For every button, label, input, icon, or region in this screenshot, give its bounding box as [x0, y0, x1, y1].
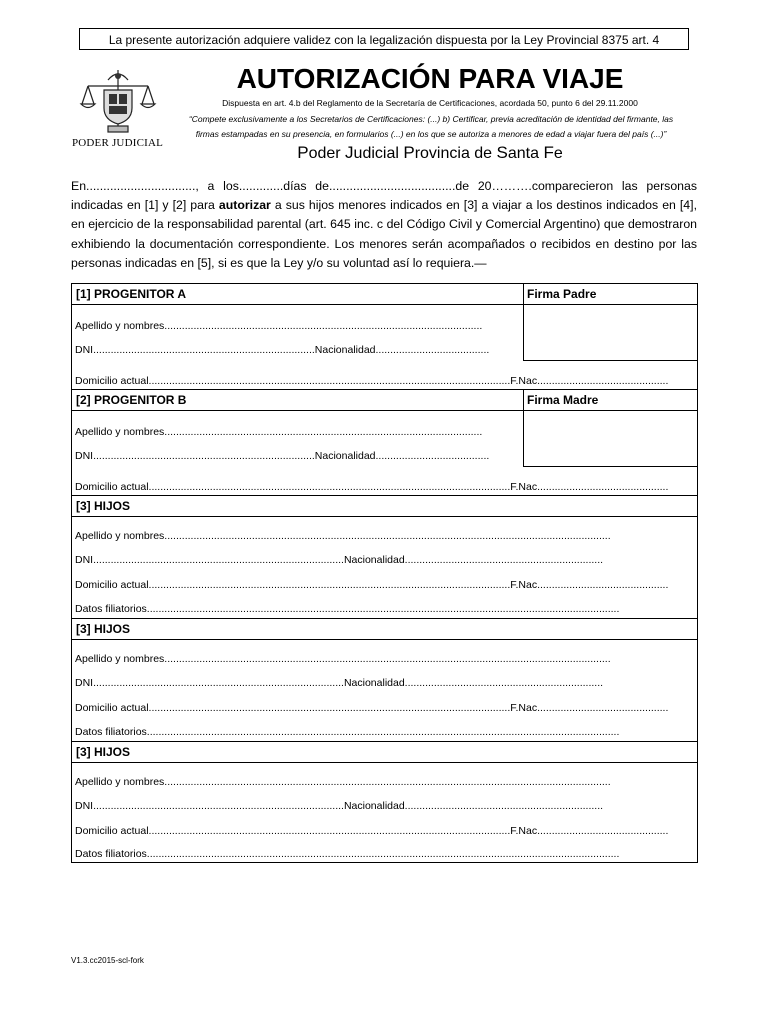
org-text: e	[553, 145, 563, 162]
org-letter: P	[297, 143, 309, 162]
hijo-dni-field[interactable]: DNI......................................................................................Nacionalidad....................................................................	[75, 800, 604, 812]
firma-padre-label: Firma Padre	[527, 287, 597, 301]
section-hijos-title: [3] HIJOS	[76, 499, 131, 513]
progenitor-b-dni-field[interactable]: DNI............................................................................Nacionalidad.......................................	[75, 450, 490, 462]
organization-name	[170, 143, 690, 164]
firma-madre-label: Firma Madre	[527, 393, 599, 407]
coat-of-arms-seal	[78, 64, 158, 136]
section-progenitor-b-title: [2] PROGENITOR B	[76, 393, 187, 407]
authorization-form-table	[71, 283, 698, 863]
hijo-domicilio-field[interactable]: Domicilio actual............................................................................................................................F.Nac.............................................	[75, 825, 669, 837]
org-text: anta	[507, 145, 544, 162]
org-text: udicial	[353, 145, 404, 162]
hijo-apellido-field[interactable]: Apellido y nombres.........................................................................................................................................................	[75, 653, 611, 665]
org-letter: P	[403, 143, 415, 162]
progenitor-a-dni-field[interactable]: DNI............................................................................Nacionalidad.......................................	[75, 344, 490, 356]
hijo-domicilio-field[interactable]: Domicilio actual............................................................................................................................F.Nac.............................................	[75, 702, 669, 714]
regulation-quote	[168, 112, 694, 142]
org-letter: J	[345, 143, 354, 162]
intro-paragraph	[71, 177, 697, 273]
org-text: rovincia de	[414, 145, 497, 162]
legal-validity-banner: La presente autorización adquiere validez con la legalización dispuesta por la Ley Provincial 8375 art. 4	[79, 28, 689, 50]
hijo-datos-filiatorios-field[interactable]: Datos filiatorios..................................................................................................................................................................	[75, 726, 620, 738]
section-hijos-title: [3] HIJOS	[76, 622, 131, 636]
org-letter: S	[496, 143, 508, 162]
hijo-datos-filiatorios-field[interactable]: Datos filiatorios..................................................................................................................................................................	[75, 603, 620, 615]
document-subtitle: Dispuesta en art. 4.b del Reglamento de la Secretaría de Certificaciones, acordada 50, punto 6 del 29.11.2000	[222, 98, 638, 108]
org-letter: F	[543, 143, 554, 162]
org-text: oder	[308, 145, 346, 162]
hijo-datos-filiatorios-field[interactable]: Datos filiatorios..................................................................................................................................................................	[75, 848, 620, 860]
version-footer: V1.3.cc2015-scl-fork	[71, 956, 144, 965]
document-title: AUTORIZACIÓN PARA VIAJE	[236, 63, 624, 94]
seal-label: PODER JUDICIAL	[71, 137, 164, 149]
hijo-apellido-field[interactable]: Apellido y nombres.........................................................................................................................................................	[75, 530, 611, 542]
intro-bold-authorize: autorizar	[218, 198, 271, 213]
section-hijos-title: [3] HIJOS	[76, 745, 131, 759]
intro-text-1: En................................, a los.............días de.....................................de 20……….comparecieron las personas indicadas en [1] y [2] para	[71, 179, 697, 213]
progenitor-a-apellido-field[interactable]: Apellido y nombres.............................................................................................................	[75, 320, 483, 332]
progenitor-a-domicilio-field[interactable]: Domicilio actual............................................................................................................................F.Nac.............................................	[75, 375, 669, 387]
hijo-dni-field[interactable]: DNI......................................................................................Nacionalidad....................................................................	[75, 677, 604, 689]
hijo-apellido-field[interactable]: Apellido y nombres.........................................................................................................................................................	[75, 776, 611, 788]
intro-text-2: a sus hijos menores indicados en [3] a viajar a los destinos indicados en [4], en ejercicio de la responsabilidad parental (art. 645 inc. c del Código Civil y Comercial Argentino) que demostraron exhibiendo la documentación correspondiente. Los menores serán acompañados o recibidos en destino por las personas indicadas en [5], si es que la Ley y/o su voluntad así lo requiera.—	[71, 198, 697, 270]
quote-line-1: “Compete exclusivamente a los Secretarios de Certificaciones: (...) b) Certificar, previa acreditación de identidad del firmante, las	[188, 114, 674, 124]
hijo-domicilio-field[interactable]: Domicilio actual............................................................................................................................F.Nac.............................................	[75, 579, 669, 591]
hijo-dni-field[interactable]: DNI......................................................................................Nacionalidad....................................................................	[75, 554, 604, 566]
progenitor-b-domicilio-field[interactable]: Domicilio actual............................................................................................................................F.Nac.............................................	[75, 481, 669, 493]
progenitor-b-apellido-field[interactable]: Apellido y nombres.............................................................................................................	[75, 426, 483, 438]
section-progenitor-a-title: [1] PROGENITOR A	[76, 287, 187, 301]
quote-line-2: firmas estampadas en su presencia, en formularios (...) en los que se autoriza a menores de edad a viajar fuera del país (...)”	[195, 129, 667, 139]
